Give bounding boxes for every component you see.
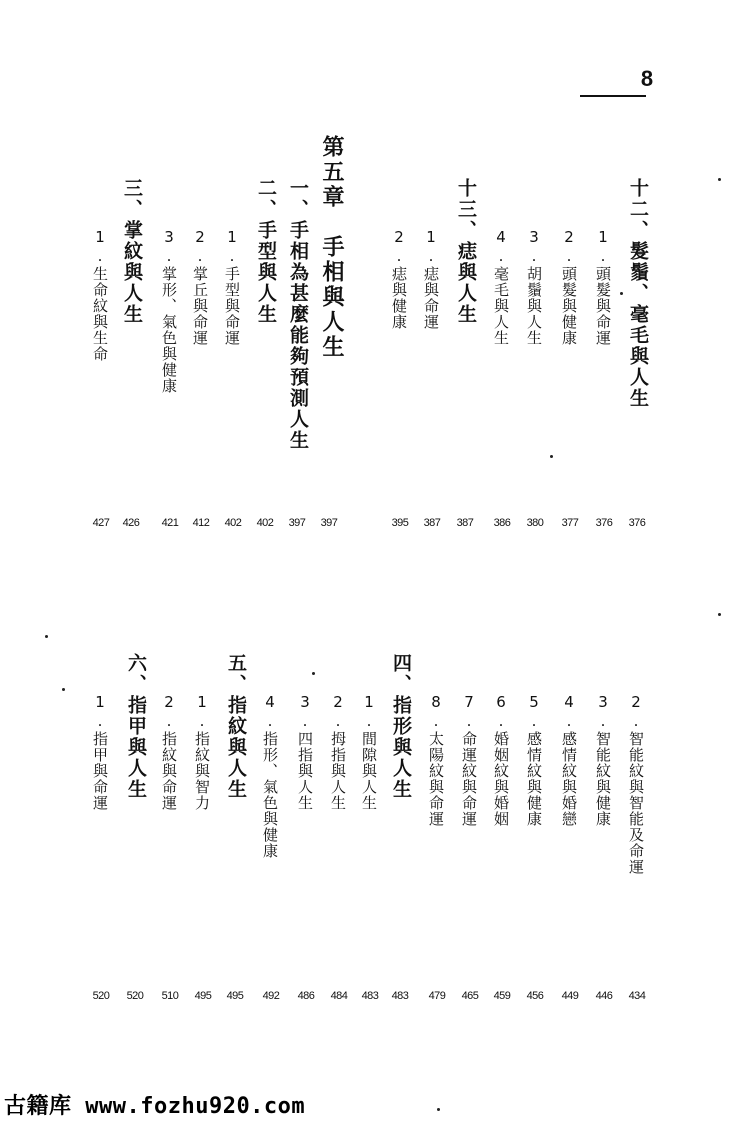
toc-page-ref: 427 bbox=[92, 517, 110, 529]
toc-page-ref: 510 bbox=[161, 990, 179, 1002]
toc-page-ref: 387 bbox=[456, 517, 474, 529]
toc-page-ref: 483 bbox=[391, 990, 409, 1002]
toc-entry: 4.指形、氣色與健康 bbox=[261, 693, 279, 859]
toc-page-ref: 434 bbox=[628, 990, 646, 1002]
toc-page-ref: 446 bbox=[595, 990, 613, 1002]
toc-page-ref: 459 bbox=[493, 990, 511, 1002]
scan-speck bbox=[45, 635, 48, 638]
toc-entry: 2.頭髮與健康 bbox=[560, 228, 578, 346]
scan-speck bbox=[437, 1108, 440, 1111]
toc-page-ref: 449 bbox=[561, 990, 579, 1002]
toc-page-ref: 412 bbox=[192, 517, 210, 529]
section-heading: 六、指甲與人生 bbox=[125, 653, 147, 800]
toc-entry: 7.命運紋與命運 bbox=[460, 693, 478, 827]
toc-entry: 4.毫毛與人生 bbox=[492, 228, 510, 346]
section-heading: 二、手型與人生 bbox=[255, 178, 277, 325]
toc-page-ref: 402 bbox=[224, 517, 242, 529]
page-number-rule bbox=[580, 95, 646, 97]
scan-speck bbox=[620, 292, 623, 295]
toc-page-ref: 465 bbox=[461, 990, 479, 1002]
scan-speck bbox=[718, 613, 721, 616]
toc-entry: 1.痣與命運 bbox=[422, 228, 440, 330]
toc-entry: 8.太陽紋與命運 bbox=[427, 693, 445, 827]
scan-speck bbox=[62, 688, 65, 691]
toc-page-ref: 380 bbox=[526, 517, 544, 529]
toc-page-ref: 376 bbox=[628, 517, 646, 529]
scan-speck bbox=[312, 672, 315, 675]
toc-entry: 2.智能紋與智能及命運 bbox=[627, 693, 645, 875]
scan-speck bbox=[718, 178, 721, 181]
toc-entry: 1.頭髮與命運 bbox=[594, 228, 612, 346]
watermark-text: 古籍库 www.fozhu920.com bbox=[4, 1094, 306, 1119]
section-heading: 五、指紋與人生 bbox=[225, 653, 247, 800]
toc-page-ref: 520 bbox=[126, 990, 144, 1002]
toc-page-ref: 495 bbox=[226, 990, 244, 1002]
toc-entry: 3.胡鬚與人生 bbox=[525, 228, 543, 346]
toc-page-ref: 426 bbox=[122, 517, 140, 529]
section-heading: 四、指形與人生 bbox=[390, 653, 412, 800]
toc-entry: 2.指紋與命運 bbox=[160, 693, 178, 811]
toc-page-ref: 484 bbox=[330, 990, 348, 1002]
toc-entry: 1.指甲與命運 bbox=[91, 693, 109, 811]
toc-page-ref: 479 bbox=[428, 990, 446, 1002]
toc-entry: 3.四指與人生 bbox=[296, 693, 314, 811]
toc-entry: 4.感情紋與婚戀 bbox=[560, 693, 578, 827]
toc-entry: 5.感情紋與健康 bbox=[525, 693, 543, 827]
toc-entry: 2.拇指與人生 bbox=[329, 693, 347, 811]
toc-page-ref: 492 bbox=[262, 990, 280, 1002]
page-number: 8 bbox=[640, 66, 654, 91]
toc-page-ref: 520 bbox=[92, 990, 110, 1002]
toc-page-ref: 397 bbox=[288, 517, 306, 529]
toc-entry: 6.婚姻紋與婚姻 bbox=[492, 693, 510, 827]
toc-page-ref: 486 bbox=[297, 990, 315, 1002]
toc-entry: 3.掌形、氣色與健康 bbox=[160, 228, 178, 394]
section-heading: 一、手相為甚麼能夠預測人生 bbox=[287, 178, 309, 451]
toc-entry: 2.痣與健康 bbox=[390, 228, 408, 330]
toc-page-ref: 397 bbox=[320, 517, 338, 529]
toc-entry: 2.掌丘與命運 bbox=[191, 228, 209, 346]
toc-entry: 1.生命紋與生命 bbox=[91, 228, 109, 362]
toc-page-ref: 456 bbox=[526, 990, 544, 1002]
section-heading: 三、掌紋與人生 bbox=[121, 178, 143, 325]
toc-entry: 1.指紋與智力 bbox=[193, 693, 211, 811]
toc-page-ref: 376 bbox=[595, 517, 613, 529]
toc-page-ref: 495 bbox=[194, 990, 212, 1002]
section-heading: 十二、髮鬚、毫毛與人生 bbox=[627, 178, 649, 409]
toc-page-ref: 421 bbox=[161, 517, 179, 529]
toc-page-ref: 395 bbox=[391, 517, 409, 529]
toc-page-ref: 386 bbox=[493, 517, 511, 529]
toc-page-ref: 377 bbox=[561, 517, 579, 529]
scan-speck bbox=[550, 455, 553, 458]
toc-page-ref: 483 bbox=[361, 990, 379, 1002]
toc-page-ref: 387 bbox=[423, 517, 441, 529]
toc-entry: 1.間隙與人生 bbox=[360, 693, 378, 811]
chapter-heading: 第五章 手相與人生 bbox=[319, 135, 344, 360]
watermark-banner bbox=[0, 1087, 400, 1122]
section-heading: 十三、痣與人生 bbox=[455, 178, 477, 325]
toc-entry: 1.手型與命運 bbox=[223, 228, 241, 346]
toc-entry: 3.智能紋與健康 bbox=[594, 693, 612, 827]
toc-page-ref: 402 bbox=[256, 517, 274, 529]
